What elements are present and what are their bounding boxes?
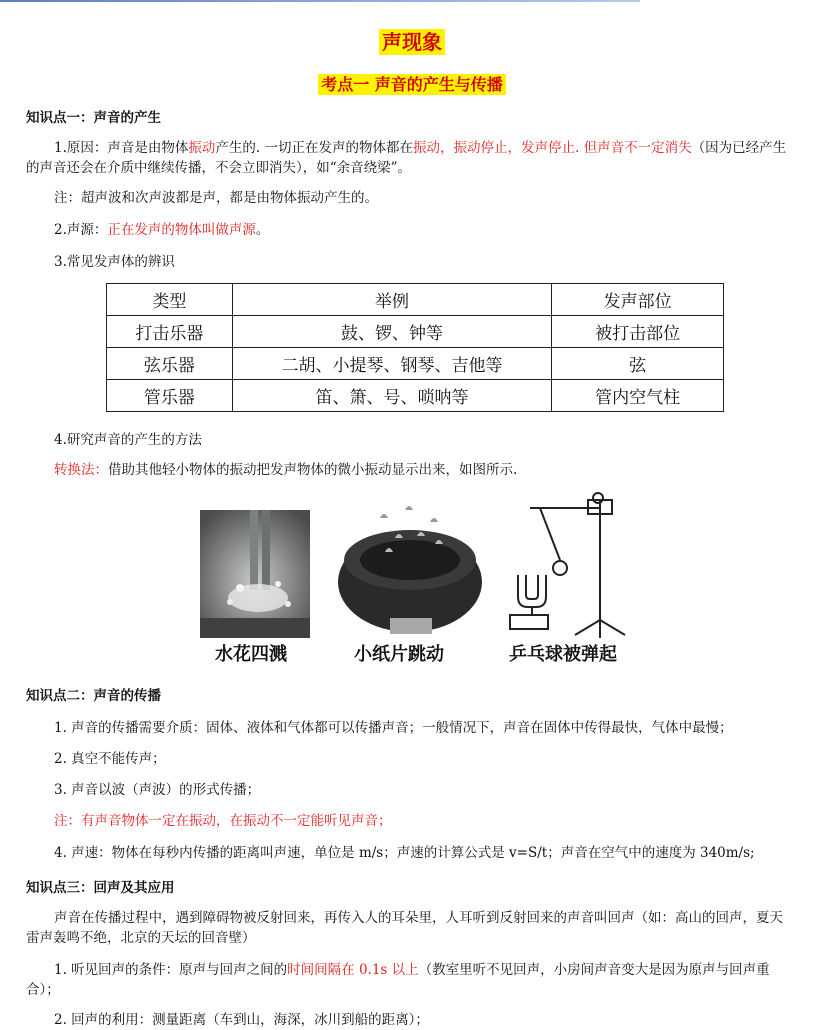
paragraph-echo-intro: 声音在传播过程中，遇到障碍物被反射回来，再传入人的耳朵里，人耳听到反射回来的声音叫回声（如：高山的回声，夏天雷声轰鸣不绝，北京的天坛的回音壁） (26, 910, 783, 946)
caption-pingpong: 乒乓球被弹起 (509, 644, 617, 665)
table-cell: 打击乐器 (107, 316, 233, 348)
paragraph-method: 4.研究声音的产生的方法 (54, 432, 202, 448)
table-header: 举例 (232, 284, 551, 316)
list-item: 3. 声音以波（声波）的形式传播； (54, 782, 261, 798)
section-title: 考点一 声音的产生与传播 (0, 72, 824, 95)
table-cell: 管乐器 (107, 380, 233, 412)
paragraph-identify: 3.常见发声体的辨识 (54, 254, 175, 270)
paragraph-conversion: 转换法：借助其他轻小物体的振动把发声物体的微小振动显示出来，如图所示. (54, 462, 518, 478)
paragraph-cause: 1.原因：声音是由物体振动产生的. 一切正在发声的物体都在振动，振动停止，发声停止. 但声音不一定消失（因为已经产生的声音还会在介质中继续传播，不会立即消失），如“余音绕梁”。 (26, 140, 787, 176)
note-ultrasound: 注：超声波和次声波都是声，都是由物体振动产生的。 (54, 190, 378, 206)
list-item: 1. 声音的传播需要介质：固体、液体和气体都可以传播声音；一般情况下，声音在固体中传得最快，气体中最慢； (54, 720, 733, 736)
paragraph-echo-condition: 1. 听见回声的条件：原声与回声之间的时间间隔在 0.1s 以上（教室里听不见回声，小房间声音变大是因为原声与回声重合）； (26, 962, 770, 998)
table-cell: 笛、箫、号、唢呐等 (232, 380, 551, 412)
table-cell: 弦 (552, 348, 724, 380)
table-cell: 被打击部位 (552, 316, 724, 348)
table-header: 类型 (107, 284, 233, 316)
table-row (107, 380, 724, 412)
list-item-speed: 4. 声速：物体在每秒内传播的距离叫声速，单位是 m/s；声速的计算公式是 v=S/t；声音在空气中的速度为 340m/s; (54, 845, 755, 861)
heading-knowledge-2: 知识点二：声音的传播 (26, 688, 161, 704)
table-cell: 鼓、锣、钟等 (232, 316, 551, 348)
sound-source-table (106, 283, 724, 412)
table-row (107, 348, 724, 380)
paper-drum-image (335, 500, 485, 640)
tuning-fork-pingpong-image (500, 490, 630, 640)
table-header: 发声部位 (552, 284, 724, 316)
paragraph-echo-use: 2. 回声的利用：测量距离（车到山，海深，冰川到船的距离）； (54, 1012, 429, 1028)
table-cell: 管内空气柱 (552, 380, 724, 412)
water-splash-image (200, 510, 310, 638)
top-rule (0, 0, 640, 2)
table-header-row (107, 284, 724, 316)
table-cell: 二胡、小提琴、钢琴、吉他等 (232, 348, 551, 380)
caption-water-splash: 水花四溅 (215, 644, 287, 665)
list-item: 2. 真空不能传声； (54, 751, 166, 767)
table-cell: 弦乐器 (107, 348, 233, 380)
page-title: 声现象 (0, 26, 824, 55)
table-row (107, 316, 724, 348)
heading-knowledge-3: 知识点三：回声及其应用 (26, 880, 175, 896)
paragraph-sound-source: 2.声源：正在发声的物体叫做声源。 (54, 222, 270, 238)
caption-paper-jump: 小纸片跳动 (354, 644, 444, 665)
heading-knowledge-1: 知识点一：声音的产生 (26, 110, 161, 126)
note-vibration: 注：有声音物体一定在振动，在振动不一定能听见声音； (54, 813, 392, 829)
